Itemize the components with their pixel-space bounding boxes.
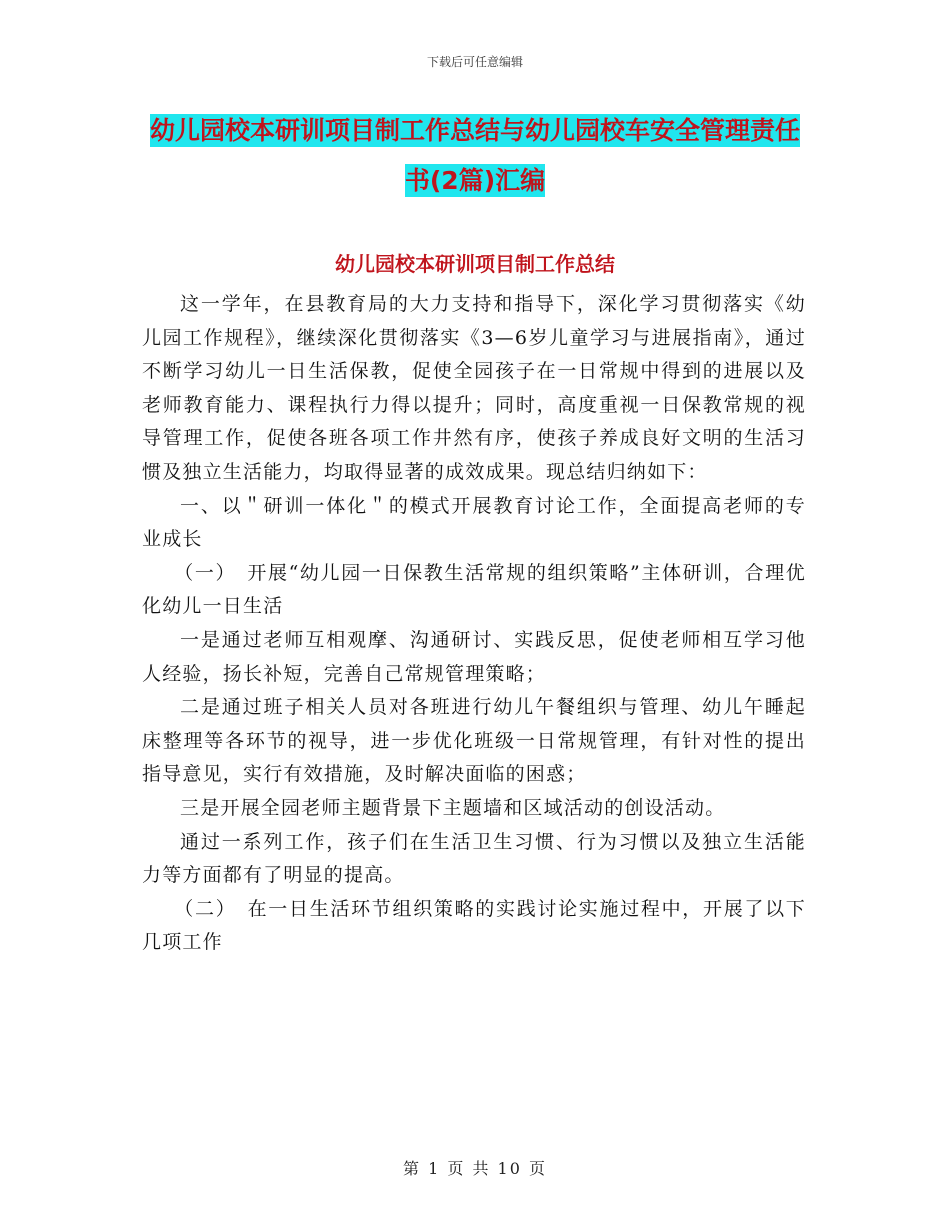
section-heading: 幼儿园校本研训项目制工作总结: [335, 252, 615, 276]
paragraph-subheading-1: （一） 开展“幼儿园一日保教生活常规的组织策略”主体研训，合理优化幼儿一日生活: [142, 561, 806, 618]
paragraph-heading-1: 一、以＂研训一体化＂的模式开展教育讨论工作，全面提高老师的专业成长: [142, 494, 806, 551]
paragraph-item-1: 一是通过老师互相观摩、沟通研讨、实践反思，促使老师相互学习他人经验，扬长补短，完善自己常规管理策略；: [142, 628, 806, 685]
page-number: 第 1 页 共 10 页: [403, 1159, 547, 1178]
document-body: [142, 288, 806, 960]
paragraph-summary: 通过一系列工作，孩子们在生活卫生习惯、行为习惯以及独立生活能力等方面都有了明显的提高。: [142, 830, 806, 887]
paragraph-intro: 这一学年，在县教育局的大力支持和指导下，深化学习贯彻落实《幼儿园工作规程》，继续深化贯彻落实《3—6岁儿童学习与进展指南》，通过不断学习幼儿一日生活保教，促使全园孩子在一日常规中得到的进展以及老师教育能力、课程执行力得以提升；同时，高度重视一日保教常规的视导管理工作，促使各班各项工作井然有序，使孩子养成良好文明的生活习惯及独立生活能力，均取得显著的成效成果。现总结归纳如下：: [142, 293, 806, 483]
document-title-text: 幼儿园校本研训项目制工作总结与幼儿园校车安全管理责任书(2篇)汇编: [149, 116, 800, 195]
paragraph-item-2: 二是通过班子相关人员对各班进行幼儿午餐组织与管理、幼儿午睡起床整理等各环节的视导，进一步优化班级一日常规管理，有针对性的提出指导意见，实行有效措施，及时解决面临的困惑；: [142, 696, 806, 786]
paragraph-item-3: 三是开展全园老师主题背景下主题墙和区域活动的创设活动。: [180, 796, 726, 819]
paragraph-subheading-2: （二） 在一日生活环节组织策略的实践讨论实施过程中，开展了以下几项工作: [142, 897, 806, 954]
document-title: [140, 106, 810, 206]
page-header-note: 下载后可任意编辑: [426, 55, 523, 69]
